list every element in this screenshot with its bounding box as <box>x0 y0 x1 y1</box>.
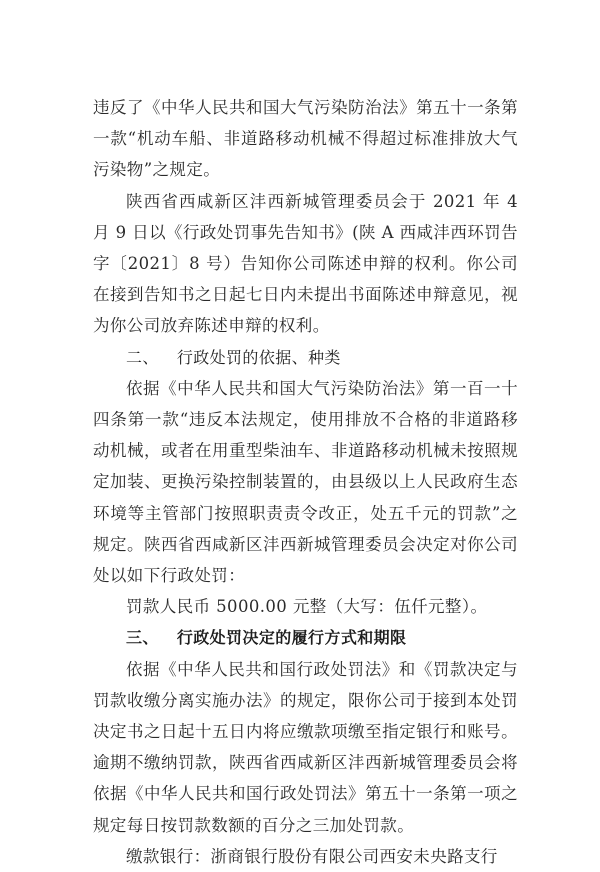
paragraph-prior-notice: 陕西省西咸新区沣西新城管理委员会于 2021 年 4 月 9 日以《行政处罚事先告知书》(陕 A 西咸沣西环罚告字〔2021〕8 号）告知你公司陈述申辩的权利。你公司在接到告知书之日起七日内未提出书面陈述申辩意见，视为你公司放弃陈述申辩的权利。 <box>93 191 518 336</box>
section-number-3: 三、 <box>126 628 159 648</box>
paragraph-payment-bank: 缴款银行：浙商银行股份有限公司西安未央路支行 <box>126 846 498 866</box>
paragraph-payment-terms: 依据《中华人民共和国行政处罚法》和《罚款决定与罚款收缴分离实施办法》的规定，限你公司于接到本处罚决定书之日起十五日内将应缴款项缴至指定银行和账号。逾期不缴纳罚款，陕西省西咸新区沣西新城管理委员会将依据《中华人民共和国行政处罚法》第五十一条第一项之规定每日按罚款数额的百分之三加处罚款。 <box>93 659 518 835</box>
paragraph-violation-clause: 违反了《中华人民共和国大气污染防治法》第五十一条第一款“机动车船、非道路移动机械不得超过标准排放大气污染物”之规定。 <box>93 98 518 180</box>
paragraph-fine-amount: 罚款人民币 5000.00 元整（大写：伍仟元整）。 <box>126 597 488 617</box>
section-title-2: 行政处罚的依据、种类 <box>176 347 341 367</box>
section-number-2: 二、 <box>126 347 159 367</box>
section-heading-2 <box>93 342 518 373</box>
section-heading-3 <box>93 622 518 653</box>
document-body <box>93 92 518 872</box>
section-title-3: 行政处罚决定的履行方式和期限 <box>176 628 407 648</box>
paragraph-legal-basis: 依据《中华人民共和国大气污染防治法》第一百一十四条第一款“违反本法规定，使用排放不合格的非道路移动机械，或者在用重型柴油车、非道路移动机械未按照规定加装、更换污染控制装置的，由县级以上人民政府生态环境等主管部门按照职责责令改正，处五千元的罚款”之规定。陕西省西咸新区沣西新城管理委员会决定对你公司处以如下行政处罚： <box>93 378 518 586</box>
